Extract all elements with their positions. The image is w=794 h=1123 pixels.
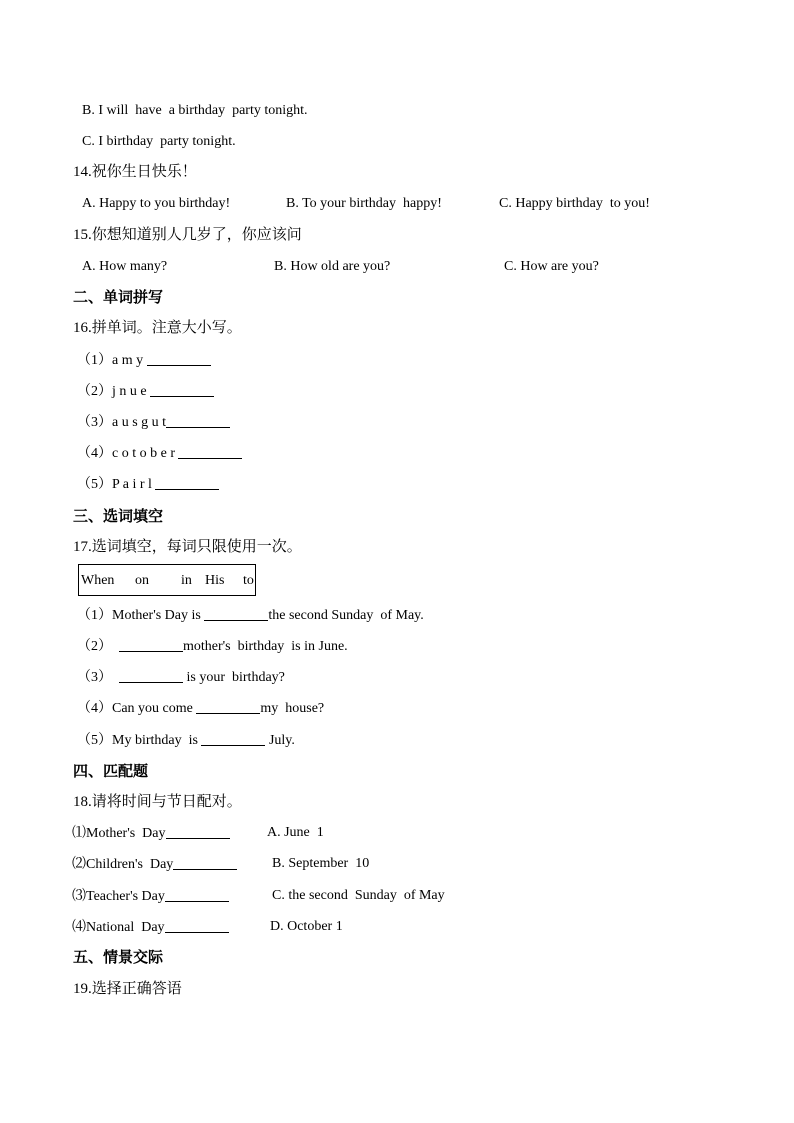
q16-stem: 16.拼单词。注意大小写。: [73, 320, 242, 336]
word-bank-word: in: [181, 573, 192, 588]
q18-stem: 18.请将时间与节日配对。: [73, 794, 242, 810]
section-title-matching: 四、匹配题: [73, 762, 149, 780]
section-title-spelling: 二、单词拼写: [73, 288, 164, 306]
q15-option-c: C. How are you?: [504, 259, 599, 274]
q17-item: （3） is your birthday?: [77, 670, 285, 685]
q17-item: （1）Mother's Day is the second Sunday of May.: [77, 608, 424, 623]
q18-right-item: B. September 10: [272, 856, 370, 871]
answer-blank[interactable]: [178, 444, 242, 459]
answer-blank[interactable]: [119, 637, 183, 652]
q17-item: （5）My birthday is July.: [77, 733, 295, 748]
word-bank-word: on: [135, 573, 149, 588]
answer-blank[interactable]: [204, 606, 268, 621]
q13-option-b: B. I will have a birthday party tonight.: [82, 103, 308, 118]
q18-right-item: A. June 1: [267, 825, 324, 840]
q18-right-item: C. the second Sunday of May: [272, 888, 445, 903]
q16-item: （5）P a i r l: [77, 475, 219, 494]
answer-blank[interactable]: [155, 475, 219, 490]
q14-option-a: A. Happy to you birthday!: [82, 196, 231, 211]
answer-blank[interactable]: [147, 351, 211, 366]
q15-option-a: A. How many?: [82, 259, 168, 274]
q15-stem: 15.你想知道别人几岁了，你应该问: [73, 227, 302, 243]
q16-item: （3）a u s g u t: [77, 413, 230, 432]
section-title-dialogue: 五、情景交际: [73, 948, 164, 966]
q19-stem: 19.选择正确答语: [73, 981, 182, 997]
q17-stem: 17.选词填空，每词只限使用一次。: [73, 539, 302, 555]
q18-left-item: ⑵Children's Day: [72, 855, 237, 874]
answer-blank[interactable]: [165, 887, 229, 902]
answer-blank[interactable]: [196, 699, 260, 714]
word-bank-word: His: [205, 573, 225, 588]
answer-blank[interactable]: [166, 824, 230, 839]
q18-left-item: ⑶Teacher's Day: [72, 887, 229, 906]
word-bank-word: When: [81, 573, 115, 588]
q18-left-item: ⑷National Day: [72, 918, 229, 937]
q16-item: （1）a m y: [77, 351, 211, 370]
answer-blank[interactable]: [119, 668, 183, 683]
q14-option-b: B. To your birthday happy!: [286, 196, 442, 211]
q14-option-c: C. Happy birthday to you!: [499, 196, 650, 211]
q14-stem: 14.祝你生日快乐！: [73, 164, 197, 180]
answer-blank[interactable]: [173, 855, 237, 870]
answer-blank[interactable]: [166, 413, 230, 428]
section-title-fill-words: 三、选词填空: [73, 507, 164, 525]
q18-right-item: D. October 1: [270, 919, 343, 934]
q13-option-c: C. I birthday party tonight.: [82, 134, 236, 149]
q17-item: （4）Can you come my house?: [77, 701, 325, 716]
word-bank-word: to: [243, 573, 254, 588]
answer-blank[interactable]: [201, 731, 265, 746]
answer-blank[interactable]: [150, 382, 214, 397]
answer-blank[interactable]: [165, 918, 229, 933]
q16-item: （2）j n u e: [77, 382, 214, 401]
q18-left-item: ⑴Mother's Day: [72, 824, 230, 843]
q15-option-b: B. How old are you?: [274, 259, 391, 274]
q16-item: （4）c o t o b e r: [77, 444, 242, 463]
word-bank-box: [78, 564, 256, 596]
q17-item: （2） mother's birthday is in June.: [77, 639, 348, 654]
